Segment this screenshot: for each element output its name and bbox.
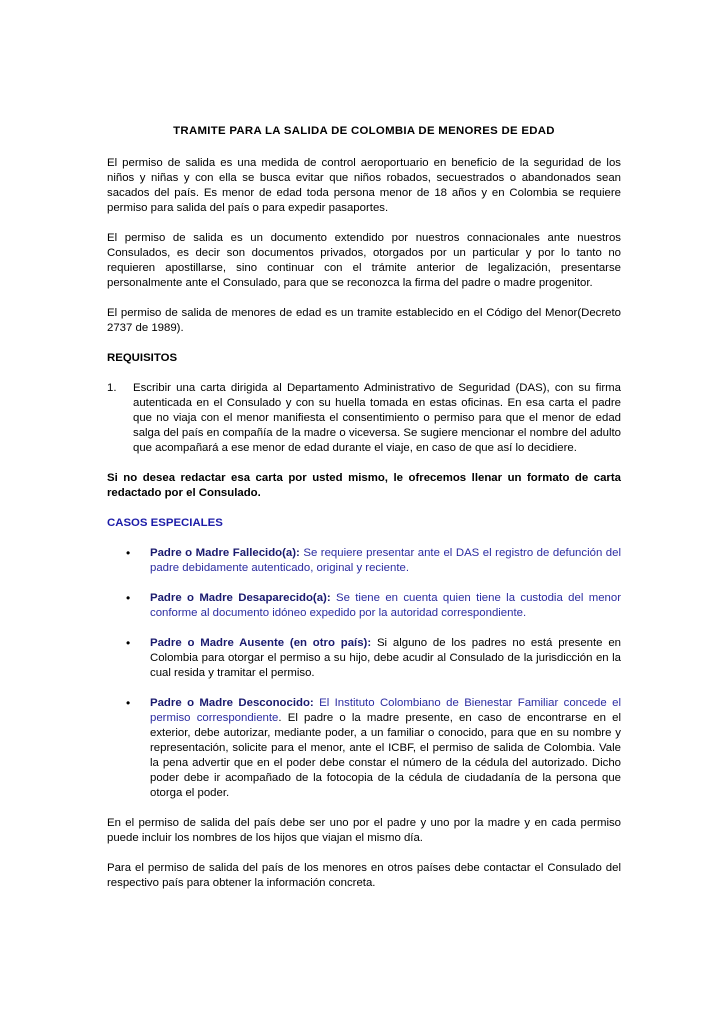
document-page — [107, 124, 621, 906]
requisitos-heading: REQUISITOS — [107, 352, 178, 364]
bullet-icon: • — [126, 636, 131, 650]
caso-description: Se tiene en cuenta quien tiene la custodia del menor conforme al documento idóneo expedido por la autoridad correspondiente. — [150, 592, 621, 619]
casos-heading: CASOS ESPECIALES — [107, 517, 223, 529]
caso-rest: Si alguno de los padres no está presente en Colombia para otorgar el permiso a su hijo, debe acudir al Consulado de la jurisdicción en la cual resida y tramitar el permiso. — [150, 637, 621, 679]
requisito-number: 1. — [107, 382, 117, 394]
requisitos-note: Si no desea redactar esa carta por usted mismo, le ofrecemos llenar un formato de carta redactado por el Consulado. — [107, 472, 621, 499]
caso-title: Padre o Madre Desaparecido(a): — [150, 592, 331, 604]
bullet-icon: • — [126, 546, 131, 560]
bullet-icon: • — [126, 591, 131, 605]
requisitos-list — [107, 381, 621, 456]
intro-paragraph-1: El permiso de salida es una medida de control aeroportuario en beneficio de la seguridad de los niños y niñas y con ella se busca evitar que niños robados, secuestrados o abandonados sean sacados del país. Es menor de edad toda persona menor de 18 años y en Colombia se requiere permiso para salida del país o para expedir pasaportes. — [107, 157, 621, 214]
caso-title: Padre o Madre Fallecido(a): — [150, 547, 300, 559]
caso-title: Padre o Madre Desconocido: — [150, 697, 314, 709]
document-title: TRAMITE PARA LA SALIDA DE COLOMBIA DE MENORES DE EDAD — [173, 125, 555, 137]
caso-item-ausente — [107, 636, 621, 681]
closing-paragraph-2: Para el permiso de salida del país de los menores en otros países debe contactar el Consulado del respectivo país para obtener la información concreta. — [107, 862, 621, 889]
bullet-icon: • — [126, 696, 131, 710]
caso-description: Se requiere presentar ante el DAS el registro de defunción del padre debidamente autenticado, original y reciente. — [150, 547, 621, 574]
intro-paragraph-3: El permiso de salida de menores de edad es un tramite establecido en el Código del Menor(Decreto 2737 de 1989). — [107, 307, 621, 334]
caso-description: El Instituto Colombiano de Bienestar Familiar concede el permiso correspondiente — [150, 697, 621, 724]
closing-paragraph-1: En el permiso de salida del país debe ser uno por el padre y uno por la madre y en cada permiso puede incluir los nombres de los hijos que viajan el mismo día. — [107, 817, 621, 844]
caso-rest: . El padre o la madre presente, en caso de encontrarse en el exterior, debe autorizar, mediante poder, a un familiar o conocido, para que en su nombre y representación, solicite para el menor, ante el ICBF, el permiso de salida de Colombia. Vale la pena advertir que en el poder debe constar el número de la cédula del autorizado. Dicho poder debe ir acompañado de la fotocopia de la cédula de ciudadanía de la persona que otorga el poder. — [150, 712, 622, 799]
requisito-text: Escribir una carta dirigida al Departamento Administrativo de Seguridad (DAS), con su firma autenticada en el Consulado y con su huella tomada en estas oficinas. En esa carta el padre que no viaja con el menor manifiesta el consentimiento o permiso para que el menor de edad salga del país en compañía de la madre o viceversa. Se sugiere mencionar el nombre del adulto que acompañará a ese menor de edad durante el viaje, en caso de que así lo decidiere. — [133, 382, 621, 454]
caso-item-desconocido — [107, 696, 621, 801]
intro-paragraph-2: El permiso de salida es un documento extendido por nuestros connacionales ante nuestros Consulados, es decir son documentos privados, otorgados por un particular y por lo tanto no requieren apostillarse, sino continuar con el trámite anterior de legalización, presentarse personalmente ante el Consulado, para que se reconozca la firma del padre o madre progenitor. — [107, 232, 621, 289]
requisito-item — [107, 381, 621, 456]
caso-item-desaparecido — [107, 591, 621, 621]
caso-item-fallecido — [107, 546, 621, 576]
casos-list — [107, 546, 621, 801]
caso-title: Padre o Madre Ausente (en otro país): — [150, 637, 372, 649]
